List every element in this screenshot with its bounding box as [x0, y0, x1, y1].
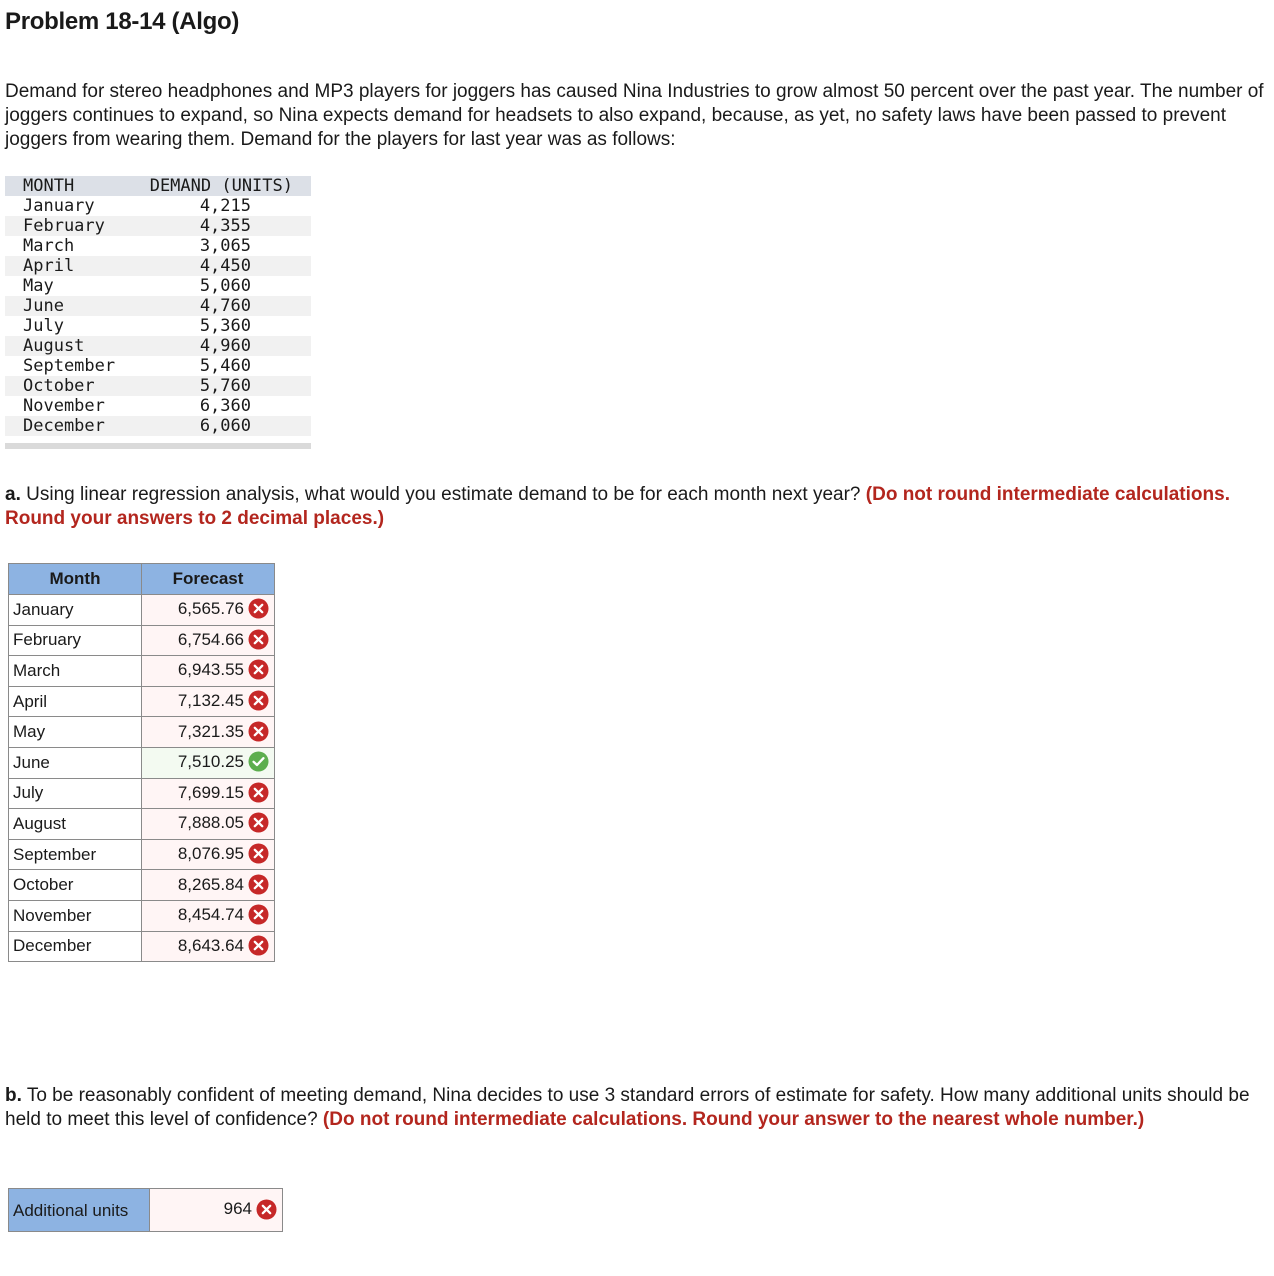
forecast-value: 7,132.45 [177, 691, 244, 711]
demand-units: 6,360 [199, 396, 251, 416]
part-a-instruction: (Do not round intermediate calculations. Round your answers to 2 decimal places.) [5, 484, 1230, 529]
forecast-value: 8,265.84 [177, 874, 244, 894]
demand-units: 5,360 [199, 316, 251, 336]
forecast-value: 8,643.64 [177, 935, 244, 955]
forecast-input[interactable] [142, 778, 275, 809]
demand-month: February [23, 216, 105, 236]
forecast-input[interactable] [142, 747, 275, 778]
forecast-month: June [9, 747, 142, 778]
forecast-input[interactable] [142, 595, 275, 626]
forecast-value: 6,943.55 [177, 660, 244, 680]
forecast-month: September [9, 839, 142, 870]
forecast-input[interactable] [142, 931, 275, 962]
demand-units: 6,060 [199, 416, 251, 436]
forecast-input[interactable] [142, 625, 275, 656]
forecast-month: January [9, 595, 142, 626]
forecast-value: 8,076.95 [177, 844, 244, 864]
forecast-input[interactable] [142, 870, 275, 901]
demand-units: 4,760 [199, 296, 251, 316]
demand-month: March [23, 236, 75, 256]
forecast-value: 7,699.15 [177, 782, 244, 802]
forecast-row [9, 809, 275, 840]
demand-header-units: DEMAND (UNITS) [149, 176, 293, 196]
forecast-header-month: Month [9, 564, 142, 595]
forecast-input[interactable] [142, 686, 275, 717]
correct-check-icon [248, 751, 269, 772]
incorrect-icon [248, 721, 269, 742]
demand-row [5, 236, 311, 256]
demand-month: January [23, 196, 95, 216]
incorrect-icon [256, 1199, 277, 1220]
part-b-question [5, 1084, 1267, 1132]
additional-units-answer [8, 1188, 283, 1232]
demand-row [5, 396, 311, 416]
forecast-input[interactable] [142, 656, 275, 687]
incorrect-icon [248, 843, 269, 864]
demand-month: July [23, 316, 64, 336]
additional-units-label: Additional units [9, 1189, 150, 1232]
forecast-row [9, 686, 275, 717]
forecast-row [9, 931, 275, 962]
demand-table [5, 176, 311, 449]
forecast-value: 7,888.05 [177, 813, 244, 833]
demand-units: 5,760 [199, 376, 251, 396]
forecast-table [8, 563, 275, 962]
forecast-input[interactable] [142, 839, 275, 870]
demand-row [5, 296, 311, 316]
incorrect-icon [248, 874, 269, 895]
forecast-header-row [9, 564, 275, 595]
forecast-header-forecast: Forecast [142, 564, 275, 595]
demand-month: December [23, 416, 105, 436]
problem-intro: Demand for stereo headphones and MP3 players for joggers has caused Nina Industries to grow almost 50 percent over the past year. The number of joggers continues to expand, so Nina expects demand for headsets to also expand, because, as yet, no safety laws have been passed to prevent joggers from wearing them. Demand for the players for last year was as follows: [5, 81, 1264, 150]
demand-row [5, 416, 311, 436]
additional-units-input[interactable] [150, 1189, 283, 1232]
demand-month: June [23, 296, 64, 316]
part-b-instruction: (Do not round intermediate calculations. Round your answer to the nearest whole number.) [322, 1109, 1145, 1130]
additional-units-value: 964 [223, 1199, 252, 1219]
demand-month: May [23, 276, 54, 296]
demand-table-footer [5, 436, 311, 449]
part-b-label: b. [5, 1085, 22, 1106]
forecast-value: 6,754.66 [177, 629, 244, 649]
forecast-value: 7,321.35 [177, 721, 244, 741]
incorrect-icon [248, 690, 269, 711]
part-b-text: To be reasonably confident of meeting demand, Nina decides to use 3 standard errors of estimate for safety. How many additional units should be held to meet this level of confidence? [5, 1085, 1250, 1130]
forecast-month: October [9, 870, 142, 901]
forecast-month: July [9, 778, 142, 809]
forecast-value: 6,565.76 [177, 599, 244, 619]
incorrect-icon [248, 659, 269, 680]
part-a-text: Using linear regression analysis, what would you estimate demand to be for each month next year? [20, 484, 866, 505]
demand-units: 5,060 [199, 276, 251, 296]
forecast-row [9, 839, 275, 870]
demand-row [5, 376, 311, 396]
demand-month: April [23, 256, 75, 276]
problem-title: Problem 18-14 (Algo) [5, 8, 240, 35]
forecast-input[interactable] [142, 717, 275, 748]
forecast-month: August [9, 809, 142, 840]
forecast-row [9, 625, 275, 656]
incorrect-icon [248, 782, 269, 803]
forecast-row [9, 717, 275, 748]
part-a-label: a. [5, 484, 21, 505]
incorrect-icon [248, 904, 269, 925]
demand-row [5, 336, 311, 356]
forecast-input[interactable] [142, 900, 275, 931]
forecast-month: March [9, 656, 142, 687]
demand-row [5, 316, 311, 336]
demand-units: 4,960 [199, 336, 251, 356]
forecast-value: 7,510.25 [177, 752, 244, 772]
forecast-month: April [9, 686, 142, 717]
forecast-input[interactable] [142, 809, 275, 840]
forecast-month: May [9, 717, 142, 748]
forecast-row [9, 870, 275, 901]
demand-units: 4,215 [199, 196, 251, 216]
forecast-month: December [9, 931, 142, 962]
forecast-row [9, 656, 275, 687]
forecast-row [9, 778, 275, 809]
demand-units: 5,460 [199, 356, 251, 376]
demand-units: 4,355 [199, 216, 251, 236]
incorrect-icon [248, 629, 269, 650]
forecast-value: 8,454.74 [177, 905, 244, 925]
demand-header-month: MONTH [23, 176, 75, 196]
forecast-row [9, 900, 275, 931]
incorrect-icon [248, 812, 269, 833]
demand-month: November [23, 396, 105, 416]
forecast-row [9, 747, 275, 778]
demand-month: October [23, 376, 95, 396]
part-a-question [5, 483, 1267, 531]
demand-row [5, 276, 311, 296]
incorrect-icon [248, 935, 269, 956]
demand-month: September [23, 356, 116, 376]
demand-row [5, 256, 311, 276]
forecast-month: February [9, 625, 142, 656]
demand-month: August [23, 336, 85, 356]
demand-table-header [5, 176, 311, 196]
demand-row [5, 356, 311, 376]
incorrect-icon [248, 598, 269, 619]
demand-units: 4,450 [199, 256, 251, 276]
demand-row [5, 216, 311, 236]
demand-units: 3,065 [199, 236, 251, 256]
forecast-row [9, 595, 275, 626]
demand-row [5, 196, 311, 216]
forecast-month: November [9, 900, 142, 931]
